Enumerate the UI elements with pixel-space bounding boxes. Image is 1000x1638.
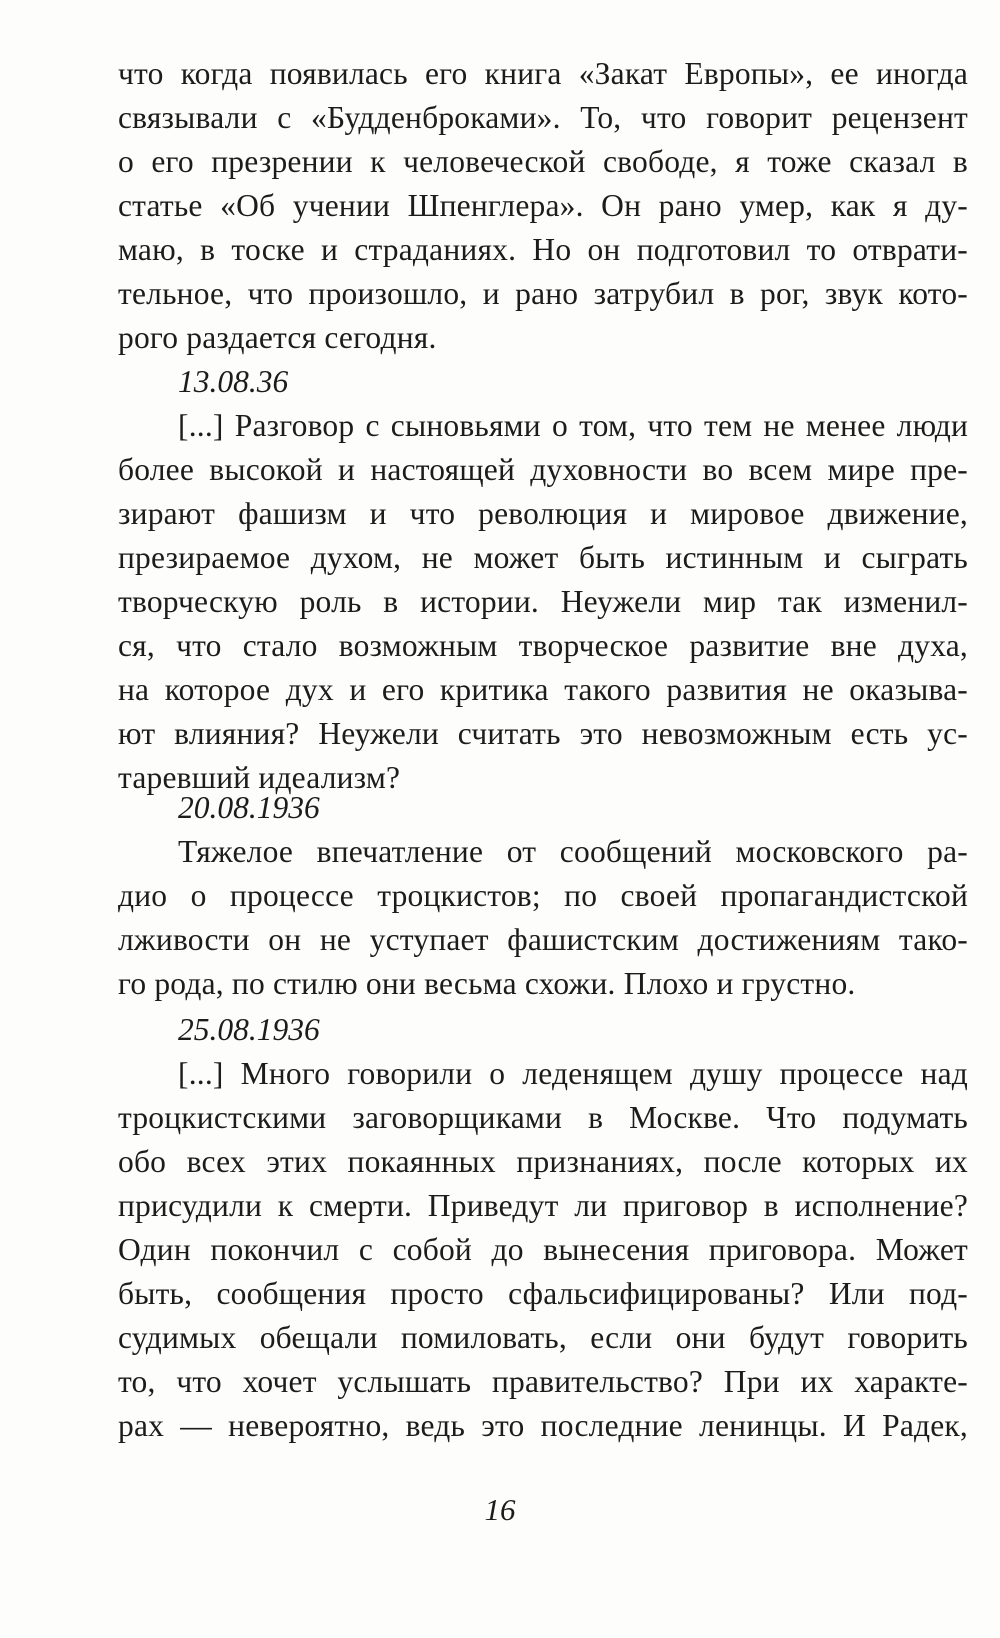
text-line: таревший идеализм? xyxy=(118,760,401,795)
text-line: более высокой и настоящей духовности во всем мире пре- xyxy=(118,452,968,487)
text-line: о его презрении к человеческой свободе, я тоже сказал в xyxy=(118,144,968,179)
intro-paragraph xyxy=(118,52,968,360)
text-line: судимых обещали помиловать, если они будут говорить xyxy=(118,1320,968,1355)
entry-date: 20.08.1936 xyxy=(178,790,320,825)
text-line: статье «Об учении Шпенглера». Он рано умер, как я ду- xyxy=(118,188,968,223)
text-line: на которое дух и его критика такого развития не оказыва- xyxy=(118,672,968,707)
text-line: связывали с «Будденброками». То, что говорит рецензент xyxy=(118,100,968,135)
text-line: быть, сообщения просто сфальсифицированы? Или под- xyxy=(118,1276,968,1311)
text-line: то, что хочет услышать правительство? При их характе- xyxy=(118,1364,968,1399)
text-line: рах — невероятно, ведь это последние ленинцы. И Радек, xyxy=(118,1408,968,1443)
text-line: дио о процессе троцкистов; по своей пропагандистской xyxy=(118,878,968,913)
text-line: тельное, что произошло, и рано затрубил в рог, звук кото- xyxy=(118,276,968,311)
text-line: го рода, по стилю они весьма схожи. Плохо и грустно. xyxy=(118,966,856,1001)
text-line: [...] Разговор с сыновьями о том, что тем не менее люди xyxy=(178,408,968,443)
text-line: презираемое духом, не может быть истинным и сыграть xyxy=(118,540,968,575)
text-line: творческую роль в истории. Неужели мир так изменил- xyxy=(118,584,968,619)
text-line: Тяжелое впечатление от сообщений московского ра- xyxy=(178,834,968,869)
text-line: маю, в тоске и страданиях. Но он подготовил то отврати- xyxy=(118,232,968,267)
diary-entry xyxy=(118,1008,968,1448)
text-line: присудили к смерти. Приведут ли приговор в исполнение? xyxy=(118,1188,968,1223)
text-line: троцкистскими заговорщиками в Москве. Что подумать xyxy=(118,1100,968,1135)
entry-date: 25.08.1936 xyxy=(178,1012,320,1047)
text-line: лживости он не уступает фашистским достижениям тако- xyxy=(118,922,968,957)
text-line: что когда появилась его книга «Закат Европы», ее иногда xyxy=(118,56,968,91)
page-number: 16 xyxy=(484,1492,516,1527)
text-line: рого раздается сегодня. xyxy=(118,320,437,355)
text-line: зирают фашизм и что революция и мировое движение, xyxy=(118,496,968,531)
entry-date: 13.08.36 xyxy=(178,364,289,399)
text-line: ют влияния? Неужели считать это невозможным есть ус- xyxy=(118,716,968,751)
text-line: [...] Много говорили о леденящем душу процессе над xyxy=(178,1056,968,1091)
text-line: Один покончил с собой до вынесения приговора. Может xyxy=(118,1232,968,1267)
text-line: ся, что стало возможным творческое развитие вне духа, xyxy=(118,628,968,663)
text-line: обо всех этих покаянных признаниях, после которых их xyxy=(118,1144,968,1179)
diary-entry xyxy=(118,360,968,800)
diary-entry xyxy=(118,786,968,1006)
